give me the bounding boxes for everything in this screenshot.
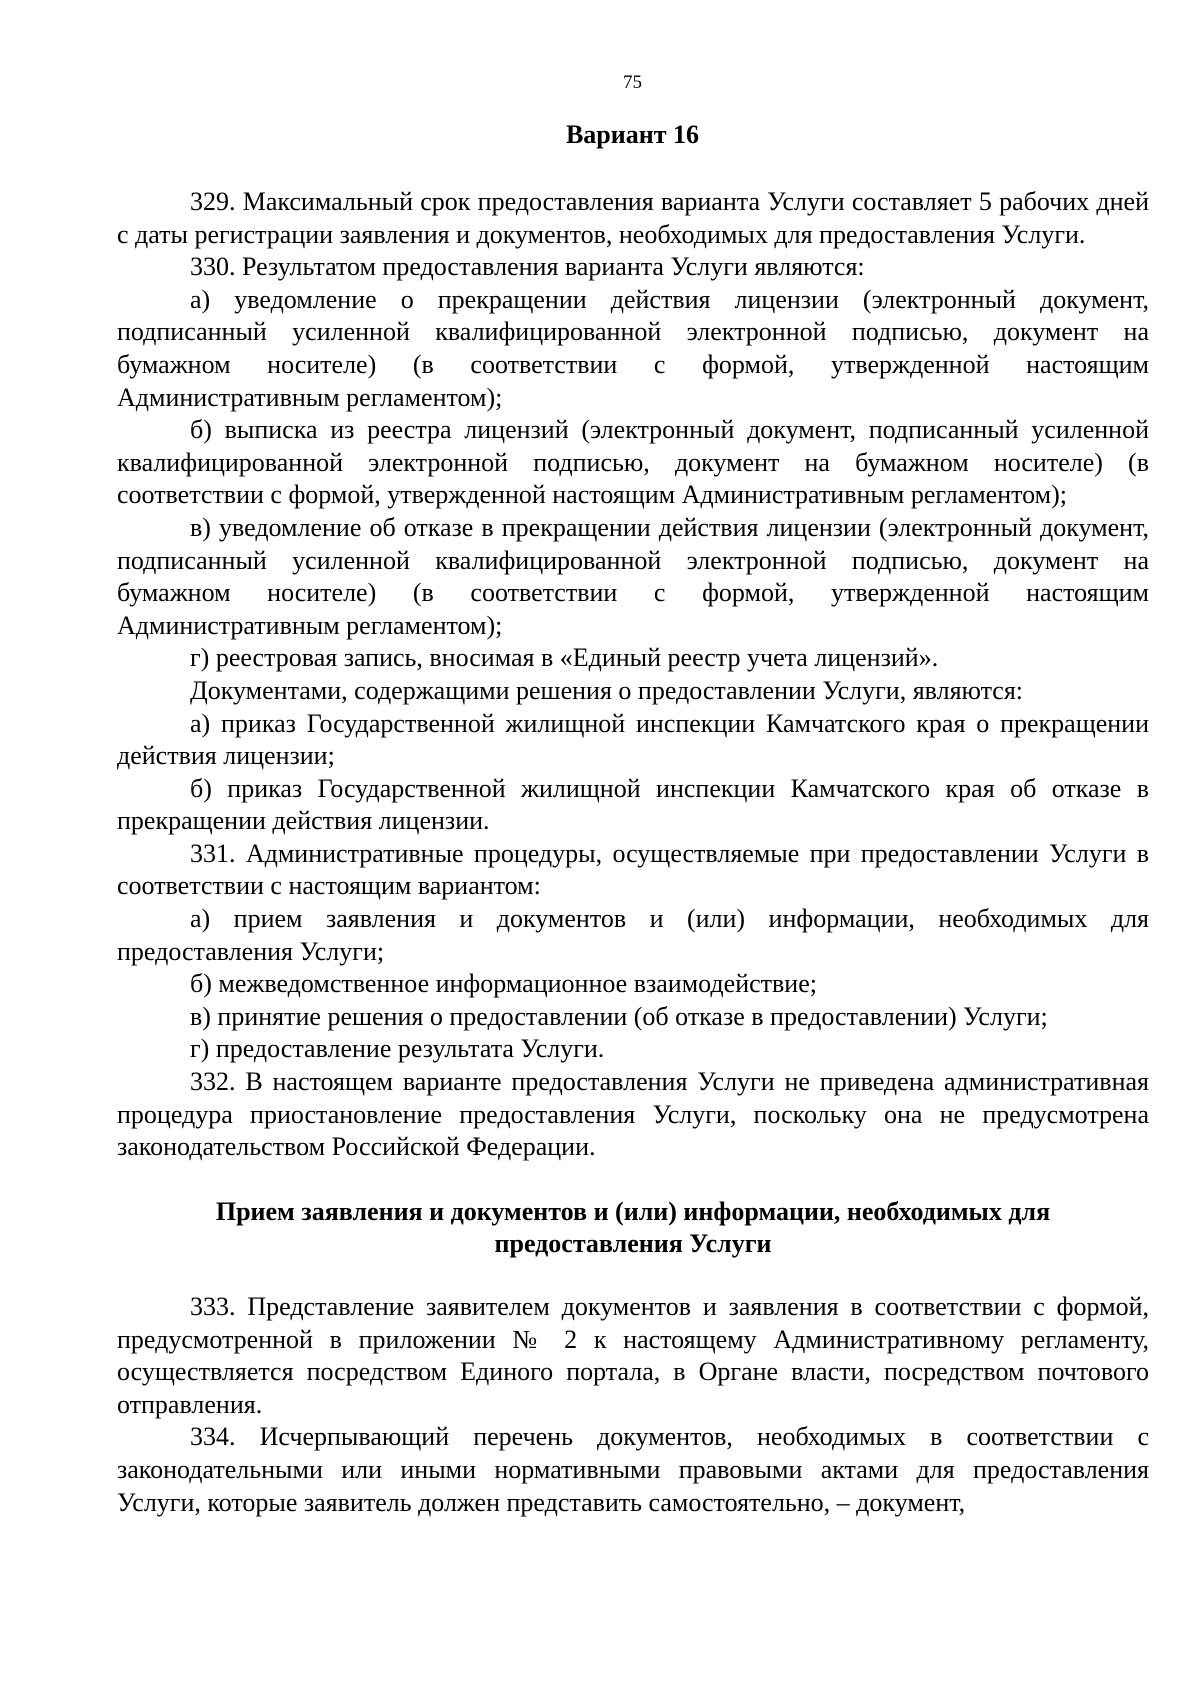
document-body <box>117 186 1149 1519</box>
list-item-decision-a: а) приказ Государственной жилищной инспекции Камчатского края о прекращении действия лицензии; <box>117 708 1149 771</box>
list-item-330-g: г) реестровая запись, вносимая в «Единый реестр учета лицензий». <box>190 643 939 673</box>
page-number: 75 <box>623 72 642 93</box>
subsection-heading: Прием заявления и документов и (или) информации, необходимых для предоставления Услуги <box>215 1196 1051 1259</box>
paragraph-330: 330. Результатом предоставления варианта Услуги являются: <box>190 252 865 282</box>
paragraph-332: 332. В настоящем варианте предоставления Услуги не приведена административная процедура приостановление предоставления Услуги, поскольку она не предусмотрена законодательством Российской Федерации. <box>117 1067 1149 1162</box>
list-item-331-v: в) принятие решения о предоставлении (об отказе в предоставлении) Услуги; <box>190 1001 1048 1031</box>
section-title: Вариант 16 <box>565 120 700 149</box>
list-item-decision-b: б) приказ Государственной жилищной инспекции Камчатского края об отказе в прекращении действия лицензии. <box>117 773 1149 836</box>
paragraph-decision-documents: Документами, содержащими решения о предоставлении Услуги, являются: <box>190 675 1024 705</box>
paragraph-333: 333. Представление заявителем документов и заявления в соответствии с формой, предусмотренной в приложении № 2 к настоящему Административному регламенту, осуществляется посредством Единого портала, в Органе власти, посредством почтового отправления. <box>117 1292 1149 1419</box>
paragraph-329: 329. Максимальный срок предоставления варианта Услуги составляет 5 рабочих дней с даты регистрации заявления и документов, необходимых для предоставления Услуги. <box>117 187 1149 249</box>
paragraph-331: 331. Административные процедуры, осуществляемые при предоставлении Услуги в соответствии с настоящим вариантом: <box>117 838 1149 901</box>
list-item-331-g: г) предоставление результата Услуги. <box>190 1034 605 1064</box>
list-item-331-b: б) межведомственное информационное взаимодействие; <box>190 969 817 999</box>
list-item-331-a: а) прием заявления и документов и (или) информации, необходимых для предоставления Услуги; <box>117 904 1149 966</box>
list-item-330-v: в) уведомление об отказе в прекращении действия лицензии (электронный документ, подписанный усиленной квалифицированной электронной подписью, документ на бумажном носителе) (в соответствии с формой, утвержденной настоящим Административным регламентом); <box>117 512 1149 640</box>
paragraph-334: 334. Исчерпывающий перечень документов, необходимых в соответствии с законодательными или иными нормативными правовыми актами для предоставления Услуги, которые заявитель должен представить самостоятельно, – документ, <box>117 1422 1149 1517</box>
list-item-330-b: б) выписка из реестра лицензий (электронный документ, подписанный усиленной квалифицированной электронной подписью, документ на бумажном носителе) (в соответствии с формой, утвержденной настоящим Административным регламентом); <box>117 415 1149 510</box>
list-item-330-a: а) уведомление о прекращении действия лицензии (электронный документ, подписанный усиленной квалифицированной электронной подписью, документ на бумажном носителе) (в соответствии с формой, утвержденной настоящим Административным регламентом); <box>117 284 1149 412</box>
